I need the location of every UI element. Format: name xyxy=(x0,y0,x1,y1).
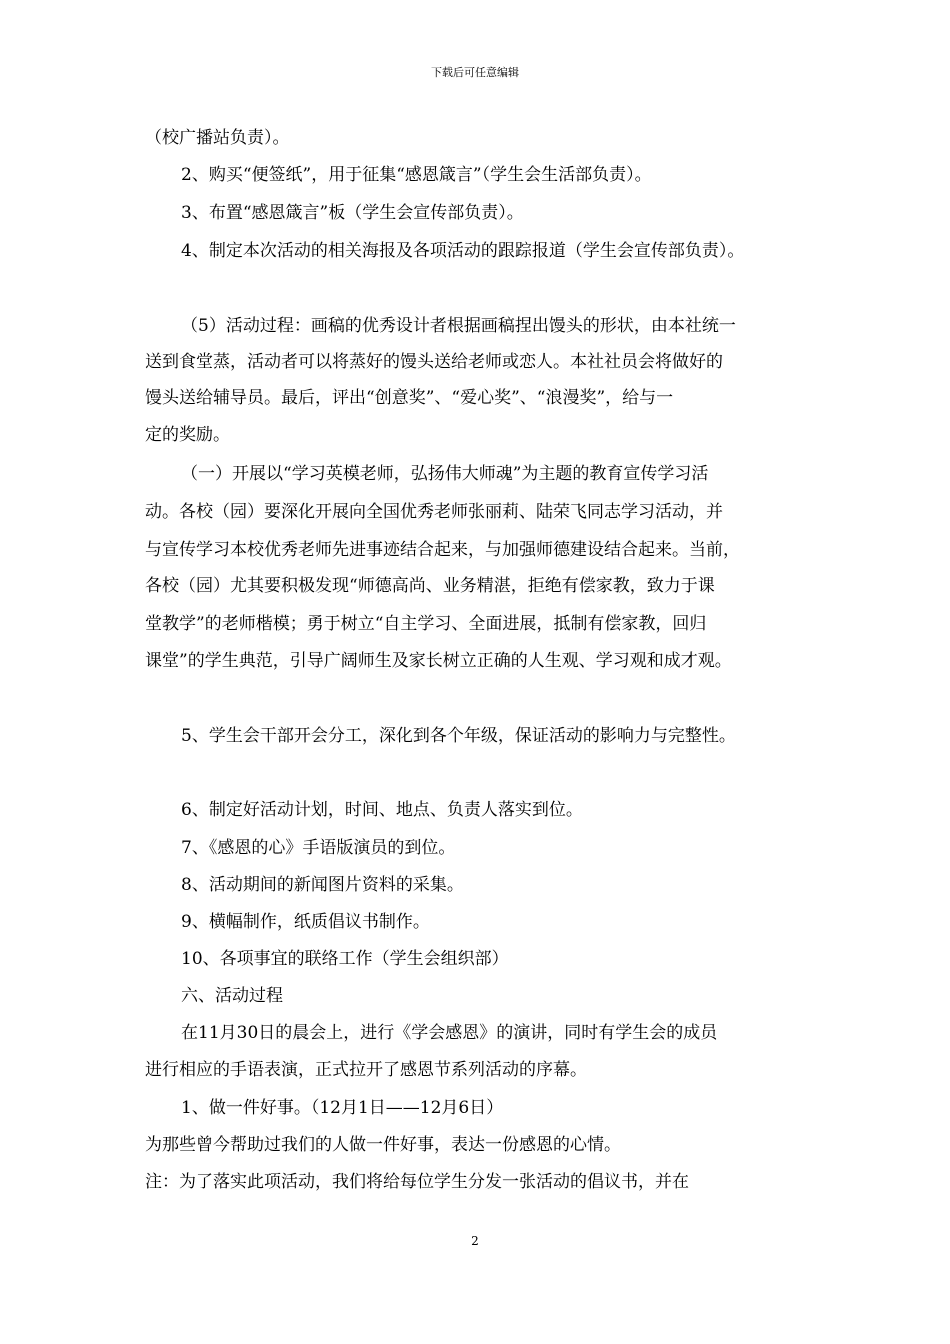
text-line: 动。各校（园）要深化开展向全国优秀老师张丽莉、陆荣飞同志学习活动，并 xyxy=(145,502,723,522)
text-line: 与宣传学习本校优秀老师先进事迹结合起来，与加强师德建设结合起来。当前， xyxy=(145,540,740,560)
text-line: 2、购买“便签纸”，用于征集“感恩箴言”（学生会生活部负责）。 xyxy=(181,165,652,185)
text-line: 8、活动期间的新闻图片资料的采集。 xyxy=(181,875,464,895)
text-line: （5）活动过程：画稿的优秀设计者根据画稿捏出馒头的形状，由本社统一 xyxy=(181,316,736,336)
text-line: 在11月30日的晨会上，进行《学会感恩》的演讲，同时有学生会的成员 xyxy=(181,1023,718,1043)
page-number: 2 xyxy=(471,1234,479,1248)
text-line: 7、《感恩的心》手语版演员的到位。 xyxy=(181,838,456,858)
text-line: 注：为了落实此项活动，我们将给每位学生分发一张活动的倡议书，并在 xyxy=(145,1172,689,1192)
text-line: （一）开展以“学习英模老师，弘扬伟大师魂”为主题的教育宣传学习活 xyxy=(181,464,709,484)
text-line: 6、制定好活动计划，时间、地点、负责人落实到位。 xyxy=(181,800,583,820)
text-line: 9、横幅制作，纸质倡议书制作。 xyxy=(181,912,430,932)
text-line: 馒头送给辅导员。最后，评出“创意奖”、“爱心奖”、“浪漫奖”，给与一 xyxy=(145,388,674,408)
text-line: 进行相应的手语表演，正式拉开了感恩节系列活动的序幕。 xyxy=(145,1060,587,1080)
text-line: 4、制定本次活动的相关海报及各项活动的跟踪报道（学生会宣传部负责）。 xyxy=(181,241,745,261)
text-line: 六、活动过程 xyxy=(181,986,283,1006)
text-line: 为那些曾今帮助过我们的人做一件好事，表达一份感恩的心情。 xyxy=(145,1135,621,1155)
text-line: 堂教学”的老师楷模；勇于树立“自主学习、全面进展，抵制有偿家教，回归 xyxy=(145,614,707,634)
text-line: （校广播站负责）。 xyxy=(145,128,290,148)
text-line: 课堂”的学生典范，引导广阔师生及家长树立正确的人生观、学习观和成才观。 xyxy=(145,651,732,671)
page-header: 下载后可任意编辑 xyxy=(431,66,519,79)
text-line: 送到食堂蒸，活动者可以将蒸好的馒头送给老师或恋人。本社社员会将做好的 xyxy=(145,352,723,372)
text-line: 3、布置“感恩箴言”板（学生会宣传部负责）。 xyxy=(181,203,524,223)
text-line: 10、各项事宜的联络工作（学生会组织部） xyxy=(181,949,509,969)
text-line: 定的奖励。 xyxy=(145,425,230,445)
text-line: 5、学生会干部开会分工，深化到各个年级，保证活动的影响力与完整性。 xyxy=(181,726,736,746)
text-line: 各校（园）尤其要积极发现“师德高尚、业务精湛，拒绝有偿家教，致力于课 xyxy=(145,576,715,596)
text-line: 1、做一件好事。（12月1日——12月6日） xyxy=(181,1098,504,1118)
